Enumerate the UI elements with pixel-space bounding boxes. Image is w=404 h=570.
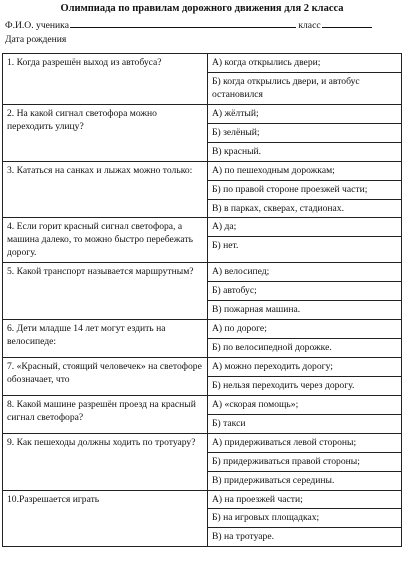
- table-row: [3, 357, 402, 395]
- quiz-table: [2, 53, 402, 547]
- table-row: [3, 433, 402, 490]
- answer-options: [208, 161, 402, 218]
- answer-option: А) жёлтый;: [208, 105, 401, 124]
- answer-option: Б) зелёный;: [208, 124, 401, 143]
- answer-options: [208, 263, 402, 320]
- question-text: 1. Когда разрешён выход из автобуса?: [3, 54, 208, 105]
- answer-option: В) пожарная машина.: [212, 304, 301, 316]
- answer-option: А) «скорая помощь»;: [208, 396, 401, 415]
- table-row: [3, 263, 402, 320]
- question-text: 3. Кататься на санках и лыжах можно только:: [3, 161, 208, 218]
- answer-option: А) по дороге;: [208, 320, 401, 339]
- student-info-line: [5, 18, 400, 32]
- table-row: [3, 395, 402, 433]
- question-text: 4. Если горит красный сигнал светофора, а машина далеко, то можно быстро перебежать дорогу.: [3, 218, 208, 263]
- answer-option: А) да;: [208, 218, 401, 237]
- answer-options: [208, 104, 402, 161]
- answer-option: А) велосипед;: [208, 263, 401, 282]
- answer-option: В) придерживаться середины.: [212, 474, 335, 486]
- answer-option: А) на проезжей части;: [208, 491, 401, 510]
- answer-option: Б) автобус;: [208, 282, 401, 301]
- answer-option: В) в парках, скверах, стадионах.: [212, 202, 345, 214]
- table-row: [3, 161, 402, 218]
- birth-date-label: Дата рождения: [5, 34, 67, 45]
- answer-option: Б) на игровых площадках;: [208, 509, 401, 528]
- answer-option: А) можно переходить дорогу;: [208, 358, 401, 377]
- question-text: 5. Какой транспорт называется маршрутным?: [3, 263, 208, 320]
- question-text: 8. Какой машине разрешён проезд на красный сигнал светофора?: [3, 395, 208, 433]
- answer-option: А) по пешеходным дорожкам;: [208, 162, 401, 181]
- answer-option: Б) нет.: [212, 240, 239, 252]
- answer-options: [208, 490, 402, 547]
- answer-option: Б) когда открылись двери, и автобус остановился: [212, 75, 360, 100]
- answer-option: Б) придерживаться правой стороны;: [208, 453, 401, 472]
- question-text: 2. На какой сигнал светофора можно переходить улицу?: [3, 104, 208, 161]
- class-label: класс: [298, 20, 321, 31]
- answer-options: [208, 54, 402, 105]
- answer-options: [208, 357, 402, 395]
- question-text: 9. Как пешеходы должны ходить по тротуару?: [3, 433, 208, 490]
- class-blank: [322, 18, 372, 28]
- answer-options: [208, 218, 402, 263]
- student-name-blank: [70, 18, 296, 28]
- answer-option: А) когда открылись двери;: [208, 54, 401, 73]
- student-name-label: Ф.И.О. ученика: [5, 20, 69, 31]
- question-text: 6. Дети младше 14 лет могут ездить на велосипеде:: [3, 320, 208, 358]
- table-row: [3, 104, 402, 161]
- question-text: 7. «Красный, стоящий человечек» на светофоре обозначает, что: [3, 357, 208, 395]
- answer-options: [208, 395, 402, 433]
- answer-option: В) на тротуаре.: [212, 531, 275, 543]
- answer-option: А) придерживаться левой стороны;: [208, 434, 401, 453]
- answer-option: Б) такси: [212, 417, 246, 429]
- answer-option: Б) по правой стороне проезжей части;: [208, 181, 401, 200]
- table-row: [3, 218, 402, 263]
- answer-option: Б) нельзя переходить через дорогу.: [212, 379, 355, 391]
- page-title: Олимпиада по правилам дорожного движения для 2 класса: [60, 3, 344, 14]
- answer-option: Б) по велосипедной дорожке.: [212, 342, 332, 353]
- answer-options: [208, 320, 402, 358]
- table-row: [3, 54, 402, 105]
- table-row: [3, 320, 402, 358]
- question-text: 10.Разрешается играть: [3, 490, 208, 547]
- table-row: [3, 490, 402, 547]
- answer-options: [208, 433, 402, 490]
- answer-option: В) красный.: [212, 145, 262, 157]
